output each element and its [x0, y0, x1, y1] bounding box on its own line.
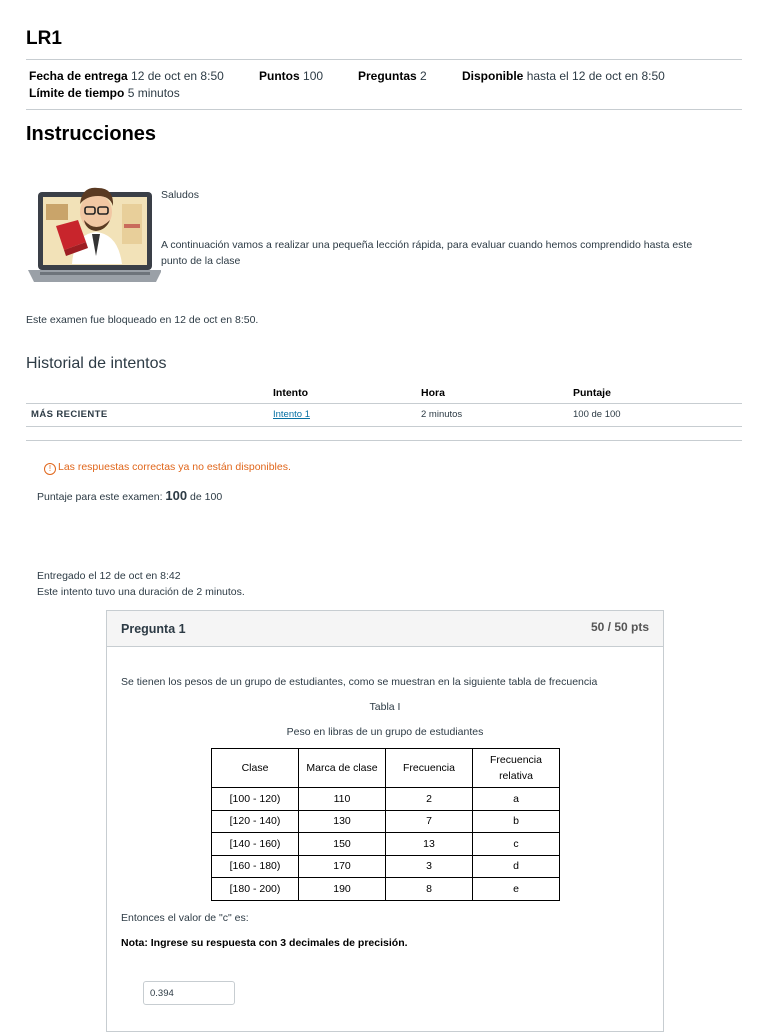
table-cell: [120 - 140)	[212, 810, 299, 833]
points: Puntos 100	[259, 69, 324, 83]
table-header: Clase	[212, 749, 299, 788]
table-cell: 2	[386, 788, 473, 811]
table-caption: Tabla I	[369, 701, 401, 713]
divider	[26, 403, 742, 404]
question-card	[106, 610, 664, 1032]
table-row	[212, 855, 560, 878]
instructions-body-line1: A continuación vamos a realizar una pequeña lección rápida, para evaluar cuando hemos comprendido hasta este	[161, 239, 693, 251]
divider	[26, 440, 742, 441]
instructions-body-line2: punto de la clase	[161, 255, 241, 267]
table-cell: 7	[386, 810, 473, 833]
question-points: 50 / 50 pts	[590, 620, 649, 634]
warning-icon: !	[44, 463, 56, 475]
table-cell: [140 - 160)	[212, 833, 299, 856]
instructions-heading: Instrucciones	[26, 123, 157, 145]
history-header-time: Hora	[421, 387, 445, 399]
attempt-link[interactable]: Intento 1	[273, 409, 310, 420]
history-title: Historial de intentos	[26, 355, 167, 372]
table-cell: b	[473, 810, 560, 833]
questions-count: Preguntas 2	[358, 69, 427, 83]
question-header	[107, 611, 663, 647]
divider	[26, 59, 742, 60]
question-title: Pregunta 1	[121, 622, 186, 636]
history-header-attempt: Intento	[273, 387, 308, 399]
answer-input[interactable]	[143, 981, 235, 1005]
table-cell: 150	[299, 833, 386, 856]
table-subtitle: Peso en libras de un grupo de estudiantes	[286, 726, 484, 738]
answers-unavailable-warning: ! Las respuestas correctas ya no están disponibles.	[44, 461, 291, 475]
instructions-greeting: Saludos	[161, 189, 199, 201]
attempt-time: 2 minutos	[421, 409, 463, 420]
table-row	[212, 833, 560, 856]
table-cell: d	[473, 855, 560, 878]
locked-notice: Este examen fue bloqueado en 12 de oct en 8:50.	[26, 314, 259, 326]
table-cell: 130	[299, 810, 386, 833]
attempt-label: MÁS RECIENTE	[31, 409, 108, 420]
divider	[26, 426, 742, 427]
question-text: Entonces el valor de "c" es:	[121, 912, 249, 924]
teacher-avatar-image	[26, 164, 161, 294]
table-row	[212, 810, 560, 833]
table-cell: [180 - 200)	[212, 878, 299, 901]
attempt-score: 100 de 100	[573, 409, 621, 420]
submitted-time: Entregado el 12 de oct en 8:42	[37, 570, 181, 582]
attempt-duration: Este intento tuvo una duración de 2 minutos.	[37, 586, 245, 598]
table-cell: a	[473, 788, 560, 811]
question-prompt: Se tienen los pesos de un grupo de estudiantes, como se muestran en la siguiente tabla de frecuencia	[121, 676, 598, 688]
table-row	[212, 878, 560, 901]
due-date: Fecha de entrega 12 de oct en 8:50	[29, 69, 224, 83]
table-cell: [100 - 120)	[212, 788, 299, 811]
table-header: Frecuencia relativa	[473, 749, 560, 788]
availability: Disponible hasta el 12 de oct en 8:50	[462, 69, 665, 83]
table-cell: [160 - 180)	[212, 855, 299, 878]
history-header-score: Puntaje	[573, 387, 611, 399]
table-row	[212, 788, 560, 811]
table-header-row	[212, 749, 560, 788]
table-cell: 190	[299, 878, 386, 901]
table-cell: e	[473, 878, 560, 901]
table-header: Frecuencia	[386, 749, 473, 788]
time-limit: Límite de tiempo 5 minutos	[29, 86, 180, 100]
table-cell: 170	[299, 855, 386, 878]
table-cell: 13	[386, 833, 473, 856]
divider	[26, 109, 742, 110]
table-header: Marca de clase	[299, 749, 386, 788]
table-cell: 3	[386, 855, 473, 878]
frequency-table	[211, 748, 560, 901]
quiz-title: LR1	[26, 28, 62, 49]
question-note: Nota: Ingrese su respuesta con 3 decimales de precisión.	[121, 937, 408, 949]
quiz-score: Puntaje para este examen: 100 de 100	[37, 488, 223, 503]
table-cell: c	[473, 833, 560, 856]
table-cell: 110	[299, 788, 386, 811]
table-cell: 8	[386, 878, 473, 901]
